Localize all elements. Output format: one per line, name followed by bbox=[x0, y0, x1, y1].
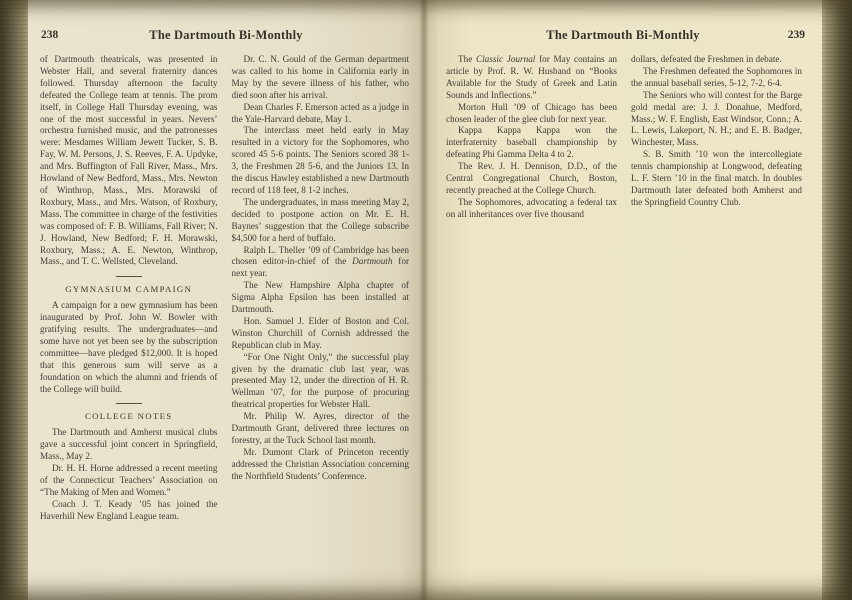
paragraph: The interclass meet held early in May resulted in a victory for the Sophomores, who scored 45 5-6 points. The Seniors scored 38 1-3, the Freshmen 28 5-6, and the Juniors 13. In the discus Hawley established a new Dartmouth record of 118 feet, 8 1-2 inches. bbox=[231, 125, 409, 195]
book-edge-left bbox=[0, 0, 28, 600]
left-page-column-2 bbox=[232, 54, 410, 523]
section-divider bbox=[116, 276, 142, 277]
left-page-header bbox=[28, 28, 424, 44]
paragraph: The Rev. J. H. Dennison, D.D., of the Central Congregational Church, Boston, recently preached at the College Church. bbox=[446, 161, 617, 195]
paragraph: Dr. C. N. Gould of the German department was called to his home in California early in May by the severe illness of his father, who died soon after his arrival. bbox=[231, 54, 409, 100]
paragraph: Mr. Philip W. Ayres, director of the Dartmouth Grant, delivered three lectures on forestry, at the Tuck School last month. bbox=[231, 411, 409, 445]
paragraph: dollars, defeated the Freshmen in debate. bbox=[631, 54, 782, 64]
right-page-text-columns bbox=[424, 44, 822, 221]
section-divider bbox=[116, 403, 142, 404]
paragraph: Hon. Samuel J. Elder of Boston and Col. Winston Churchill of Cornish addressed the Republican club in May. bbox=[231, 315, 409, 350]
journal-title-left: The Dartmouth Bi-Monthly bbox=[149, 28, 303, 42]
section-heading: GYMNASIUM CAMPAIGN bbox=[65, 284, 193, 295]
page-239 bbox=[424, 0, 822, 600]
paragraph: The Dartmouth and Amherst musical clubs gave a successful joint concert in Springfield, Mass., May 2. bbox=[40, 427, 218, 462]
paragraph: Dean Charles F. Emerson acted as a judge in the Yale-Harvard debate, May 1. bbox=[231, 101, 409, 124]
paragraph: The Freshmen defeated the Sophomores in the annual baseball series, 5-12, 7-2, 6-4. bbox=[631, 65, 802, 88]
paragraph: Dr. H. H. Horne addressed a recent meeting of the Connecticut Teachers’ Association on “The Making of Men and Women.” bbox=[40, 463, 218, 497]
paragraph: Kappa Kappa Kappa won the interfraternity baseball championship by defeating Phi Gamma Delta 4 to 2. bbox=[446, 125, 617, 160]
paragraph: The New Hampshire Alpha chapter of Sigma Alpha Epsilon has been installed at Dartmouth. bbox=[231, 280, 409, 315]
paragraph: The Classic Journal for May contains an article by Prof. R. W. Husband on “Books Available for the Study of Greek and Latin Sounds and Inflections.” bbox=[446, 54, 617, 100]
right-page-header bbox=[424, 28, 822, 44]
page-238 bbox=[28, 0, 424, 600]
left-page-number: 238 bbox=[41, 29, 59, 41]
right-page-column-2 bbox=[631, 54, 802, 221]
paragraph: Coach J. T. Keady ’05 has joined the Haverhill New England League team. bbox=[40, 498, 218, 521]
journal-title-right: The Dartmouth Bi-Monthly bbox=[546, 28, 700, 42]
section-heading: COLLEGE NOTES bbox=[84, 411, 173, 422]
paragraph: of Dartmouth theatricals, was presented in Webster Hall, and several fraternity dances followed. Thursday afternoon the faculty defeated the College team at tennis. The prom itself, in College Hall Thursday evening, was one of the most successful in years. Nevers’ orchestra furnished music, and the patronesses were: Mesdames William Jewett Tucker, S. B. Fay, W. M. Persons, J. S. Reeves, F. A. Updyke, and Mrs. Buffington of Fall River, Mass., Mrs. Howland of New Bedford, Mass., Mrs. Newton of Winthrop, Mass., Mrs. Morawski of Roxbury, Mass., and Mrs. Watson, of Roxbury, Mass. The committee in charge of the festivities was composed of: F. B. Williams, Fall River; N. J. Howland, New Bedford; F. H. Morawski, Roxbury, Mass.; A. E. Newton, Winthrop, Mass., and T. C. Wellsted, Cleveland. bbox=[40, 54, 218, 267]
paragraph: “For One Night Only,” the successful play given by the dramatic club last year, was presented May 12, under the direction of H. R. Wellman ’07, for the purpose of procuring theatrical properties for Webster Hall. bbox=[231, 351, 409, 410]
paragraph: Morton Hull ’09 of Chicago has been chosen leader of the glee club for next year. bbox=[446, 101, 617, 124]
paragraph: The undergraduates, in mass meeting May 2, decided to postpone action on Mr. E. H. Baynes’ suggestion that the College subscribe $4,500 for a herd of buffalo. bbox=[231, 196, 409, 243]
left-page-text-columns bbox=[28, 44, 424, 523]
paragraph: Ralph L. Theller ’09 of Cambridge has been chosen editor-in-chief of the Dartmouth for next year. bbox=[231, 244, 410, 279]
paragraph: A campaign for a new gymnasium has been inaugurated by Prof. John W. Bowler with gratifying results. The undergraduates—and some have not yet been see by the subscription committee—have pledged $12,000. It is hoped that this generous sum will serve as a foundation on which the alumni and friends of the College will build. bbox=[40, 300, 218, 394]
book-edge-right bbox=[822, 0, 852, 600]
right-page-column-1 bbox=[446, 54, 617, 221]
paragraph: Mr. Dumont Clark of Princeton recently addressed the Christian Association concerning the Northfield Students’ Conference. bbox=[231, 446, 409, 481]
paragraph: The Seniors who will contest for the Barge gold medal are: J. J. Donahue, Medford, Mass.; W. F. English, East Windsor, Conn.; A. L. Lewis, Lakeport, N. H.; and E. B. Badger, Winchester, Mass. bbox=[631, 89, 802, 148]
left-page-column-1 bbox=[40, 54, 218, 523]
paragraph: S. B. Smith ’10 won the intercollegiate tennis championship at Longwood, defeating L. F. Stern ’10 in the final match. In doubles Dartmouth later defeated both Amherst and the Springfield Country Club. bbox=[631, 149, 802, 207]
paragraph: The Sophomores, advocating a federal tax on all inheritances over five thousand bbox=[446, 196, 617, 219]
right-page-number: 239 bbox=[787, 29, 805, 41]
